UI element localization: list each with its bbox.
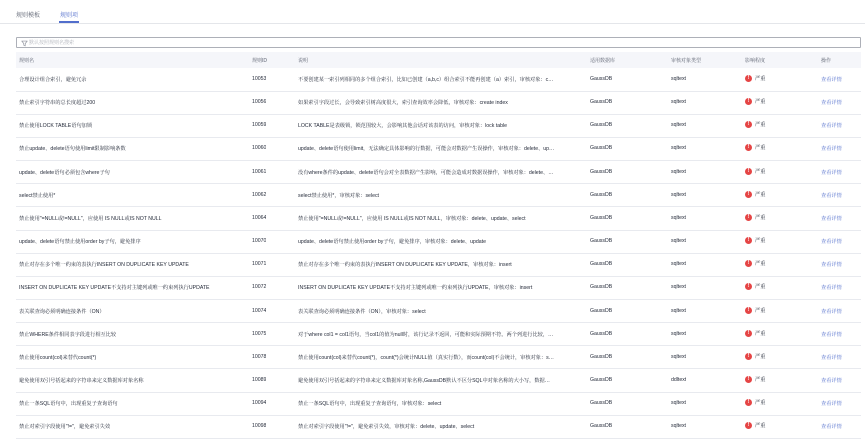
severity-label: 严重 [755,353,766,360]
search-box [16,37,861,48]
rule-name: update、delete语句禁止使用order by子句，避免排序 [19,239,141,246]
table-row [16,300,861,323]
rule-description: update、delete语句使用limit，无法确定具体影响的行数据，可能会对数据产生误操作，审核对象：delete、up… [298,146,555,153]
rule-object-type: sqltext [671,76,686,82]
rule-name: update、delete语句必须包含where子句 [19,169,110,176]
view-details-link[interactable]: 查看详情 [821,239,842,246]
rule-id: 10074 [252,307,267,314]
severity-label: 严重 [755,122,766,129]
rule-name: 禁止update、delete语句使用limit限制影响条数 [19,146,126,153]
rule-description: 禁止一条SQL语句中，出现重复子查询语句，审核对象：select [298,401,442,408]
table-row [16,276,861,299]
table-row [16,323,861,346]
table-row [16,207,861,230]
rule-object-type: ddltext [671,376,687,383]
rule-object-type: sqltext [671,400,686,407]
severity-badge [745,353,765,360]
alert-icon: ! [745,214,752,221]
header-rule-name: 规则名 [19,58,35,64]
rule-database: GaussDB [590,99,613,106]
severity-badge [745,75,765,82]
severity-badge [745,214,765,221]
view-details-link[interactable]: 查看详情 [821,285,842,292]
alert-icon: ! [745,191,752,198]
rule-id: 10089 [252,376,267,383]
table-row [16,346,861,369]
view-details-link[interactable]: 查看详情 [821,377,842,384]
severity-label: 严重 [755,99,766,106]
rule-id: 10059 [252,122,267,129]
rule-description: 禁止对存在多个唯一约束的表执行INSERT ON DUPLICATE KEY UPDATE，审核对象：insert [298,262,512,269]
severity-label: 严重 [755,191,766,198]
view-details-link[interactable]: 查看详情 [821,401,842,408]
rule-object-type: sqltext [671,191,686,198]
severity-label: 严重 [755,238,766,245]
rule-database: GaussDB [590,76,613,82]
rule-object-type: sqltext [671,122,686,129]
severity-badge [745,283,765,290]
alert-icon: ! [745,260,752,267]
view-details-link[interactable]: 查看详情 [821,192,842,199]
rule-id: 10098 [252,423,267,430]
rule-description: LOCK TABLE是表级锁，锁范围较大，会影响其他会话对该表的访问，审核对象：lock table [298,123,508,130]
rule-description: 不要创建某一索引列相同的多个组合索引，比如已创建（a,b,c）组合索引不能再创建（a）索引，审核对象：c… [298,77,554,83]
severity-badge [745,260,765,267]
rule-database: GaussDB [590,145,613,152]
rule-object-type: sqltext [671,353,686,360]
rule-name: 合理设计组合索引，避免冗余 [19,77,87,83]
rule-name: 禁止索引字符串的总长度超过200 [19,100,96,107]
tab-rule-templates[interactable]: 规则模板 [16,13,41,19]
alert-icon: ! [745,330,752,337]
table-row [16,230,861,253]
table-row [16,114,861,137]
rule-description: select禁止使用*，审核对象：select [298,192,379,199]
rule-id: 10053 [252,76,267,82]
rule-id: 10064 [252,214,267,221]
severity-label: 严重 [755,261,766,268]
severity-label: 严重 [755,76,766,82]
alert-icon: ! [745,98,752,105]
table-row [16,392,861,415]
tab-bar [0,0,865,24]
header-action: 操作 [821,58,832,64]
rule-name: 禁止使用"=NULL或!=NULL"，应使用 IS NULL或IS NOT NULL [19,215,162,222]
rule-description: 表关联查询必须明确连接条件（ON），审核对象：select [298,308,426,315]
rule-database: GaussDB [590,122,613,129]
table-row [16,137,861,160]
rule-description: 避免使用双引号括起来的字符串来定义数据库对象名称,GaussDB默认不区分SQL中对象名称的大小写，数据… [298,377,550,384]
severity-label: 严重 [755,423,766,430]
severity-badge [745,144,765,151]
header-database: 适用数据库 [590,58,616,64]
rule-object-type: sqltext [671,330,686,337]
table-row [16,68,861,91]
rule-description: 没有where条件的update、delete语句会对全表数据产生影响，可能会造成对数据误操作，审核对象：delete、… [298,169,554,176]
severity-label: 严重 [755,307,766,314]
header-rule-id: 规则ID [252,58,268,64]
table-row [16,161,861,184]
alert-icon: ! [745,75,752,82]
rule-description: 如果索引字段过长，会导致索引树高度很大，索引查询效率会降低，审核对象：create index [298,100,508,107]
rule-id: 10094 [252,400,267,407]
severity-badge [745,307,765,314]
rule-description: update、delete语句禁止使用order by子句，避免排序，审核对象：delete、update [298,239,486,246]
view-details-link[interactable]: 查看详情 [821,100,842,107]
table-row [16,415,861,438]
alert-icon: ! [745,353,752,360]
rule-object-type: sqltext [671,145,686,152]
tab-rule-items[interactable]: 规则项 [60,13,79,19]
rule-description: 禁止使用count(col)来替代count(*)，count(*)会统计NULL值（真实行数），而count(col)不会统计，审核对象：s… [298,354,554,361]
rule-name: 禁止一条SQL语句中，出现重复子查询语句 [19,401,118,408]
rule-object-type: sqltext [671,423,686,430]
alert-icon: ! [745,307,752,314]
rule-name: 表关联查询必须明确连接条件（ON） [19,308,105,315]
severity-label: 严重 [755,214,766,221]
view-details-link[interactable]: 查看详情 [821,215,842,222]
severity-label: 严重 [755,145,766,152]
table-row [16,184,861,207]
rule-database: GaussDB [590,191,613,198]
rule-name: INSERT ON DUPLICATE KEY UPDATE不支持对主键列或唯一约束列执行UPDATE [19,285,210,292]
rule-description: 对于where col1 = col1语句，当col1的值为null时，该行记录不返回，可能和实际预期不符。两个列进行比较，… [298,331,554,338]
active-tab-indicator [59,21,79,23]
rule-object-type: sqltext [671,214,686,221]
table-row [16,253,861,276]
rule-id: 10062 [252,191,267,198]
severity-badge [745,376,765,383]
rule-database: GaussDB [590,307,613,314]
rule-database: GaussDB [590,238,613,245]
severity-badge [745,168,765,175]
rule-description: INSERT ON DUPLICATE KEY UPDATE不支持对主键列或唯一约束列执行UPDATE，审核对象：insert [298,285,533,292]
view-details-link[interactable]: 查看详情 [821,146,842,153]
severity-label: 严重 [755,284,766,291]
header-object-type: 审核对象类型 [671,58,702,64]
severity-badge [745,98,765,105]
severity-badge [745,422,765,429]
rule-id: 10071 [252,261,267,268]
rule-id: 10072 [252,284,267,291]
rule-id: 10060 [252,145,267,152]
rule-database: GaussDB [590,284,613,291]
rule-name: select禁止使用* [19,192,56,199]
rule-database: GaussDB [590,423,613,430]
alert-icon: ! [745,237,752,244]
header-severity: 影响程度 [745,58,766,64]
rule-object-type: sqltext [671,238,686,245]
view-details-link[interactable]: 查看详情 [821,169,842,176]
alert-icon: ! [745,121,752,128]
rule-name: 禁止使用LOCK TABLE语句加锁 [19,123,93,130]
severity-label: 严重 [755,376,766,383]
alert-icon: ! [745,283,752,290]
table-header [16,52,861,68]
rule-object-type: sqltext [671,261,686,268]
rule-description: 禁止使用"=NULL或!=NULL"，应使用 IS NULL或IS NOT NULL，审核对象：delete、update、select [298,215,526,222]
rule-name: 禁止WHERE条件相同表字段进行相互比较 [19,331,117,338]
search-input[interactable] [29,38,849,47]
rule-id: 10070 [252,238,267,245]
rule-database: GaussDB [590,214,613,221]
rule-name: 禁止对存在多个唯一约束的表执行INSERT ON DUPLICATE KEY UPDATE [19,262,189,269]
rule-object-type: sqltext [671,99,686,106]
view-details-link[interactable]: 查看详情 [821,123,842,130]
rule-description: 禁止对索引字段使用"!="，避免索引失效，审核对象：delete、update、select [298,424,475,431]
alert-icon: ! [745,376,752,383]
severity-badge [745,191,765,198]
rule-name: 避免使用双引号括起来的字符串来定义数据库对象名称 [19,377,144,384]
view-details-link[interactable]: 查看详情 [821,308,842,315]
filter-icon [21,40,28,47]
rule-database: GaussDB [590,400,613,407]
header-description: 说明 [298,58,309,64]
severity-label: 严重 [755,330,766,337]
table-row [16,369,861,392]
alert-icon: ! [745,399,752,406]
rule-object-type: sqltext [671,307,686,314]
rule-id: 10078 [252,353,267,360]
rule-object-type: sqltext [671,284,686,291]
rule-database: GaussDB [590,353,613,360]
severity-label: 严重 [755,168,766,175]
rule-name: 禁止使用count(col)来替代count(*) [19,354,97,361]
rule-id: 10056 [252,99,267,106]
alert-icon: ! [745,168,752,175]
rule-database: GaussDB [590,376,613,383]
row-divider [16,438,861,439]
view-details-link[interactable]: 查看详情 [821,77,842,83]
view-details-link[interactable]: 查看详情 [821,262,842,269]
severity-badge [745,330,765,337]
alert-icon: ! [745,144,752,151]
view-details-link[interactable]: 查看详情 [821,424,842,431]
rule-id: 10061 [252,168,267,175]
rule-object-type: sqltext [671,168,686,175]
rule-database: GaussDB [590,261,613,268]
rule-database: GaussDB [590,168,613,175]
view-details-link[interactable]: 查看详情 [821,354,842,361]
severity-badge [745,237,765,244]
view-details-link[interactable]: 查看详情 [821,331,842,338]
alert-icon: ! [745,422,752,429]
severity-badge [745,399,765,406]
rule-name: 禁止对索引字段使用"!="，避免索引失效 [19,424,111,431]
table-row [16,91,861,114]
severity-label: 严重 [755,400,766,407]
rule-id: 10075 [252,330,267,337]
rule-database: GaussDB [590,330,613,337]
severity-badge [745,121,765,128]
